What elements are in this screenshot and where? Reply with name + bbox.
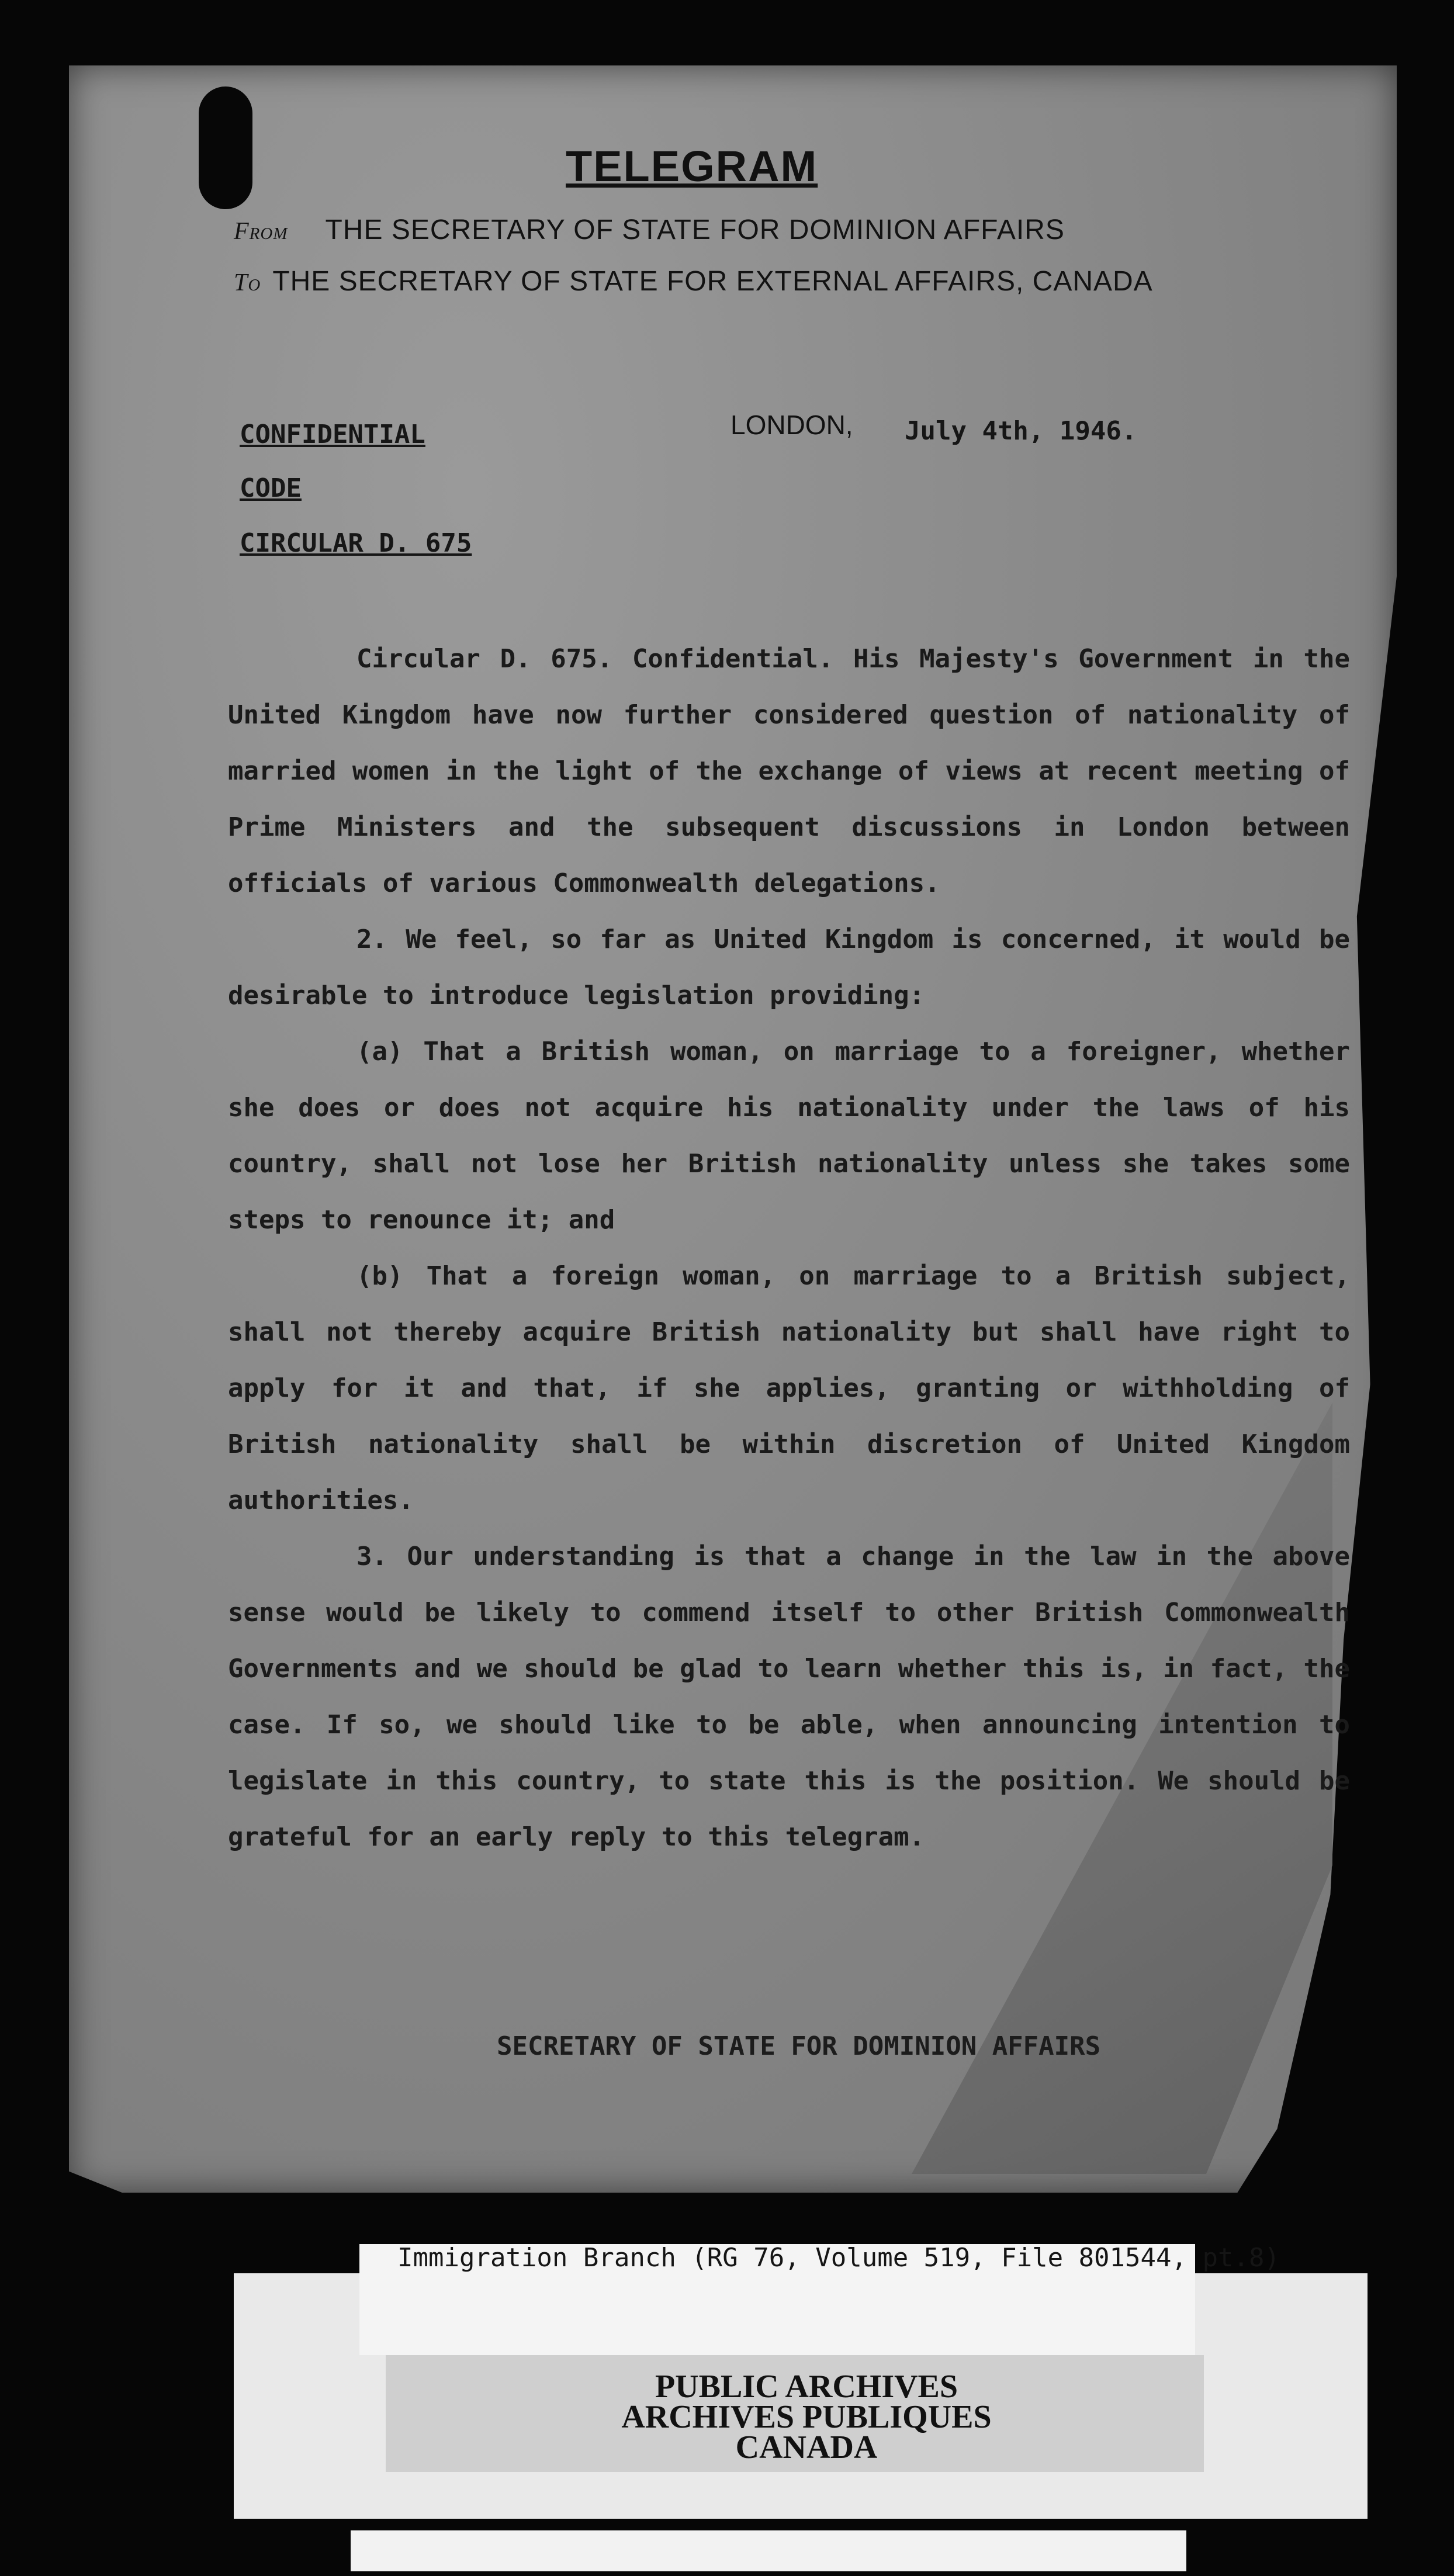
from-label: From xyxy=(234,218,288,245)
dispatch-place: LONDON, xyxy=(731,410,853,440)
to-value: THE SECRETARY OF STATE FOR EXTERNAL AFFAIRS, CANADA xyxy=(272,266,1153,297)
bottom-strip xyxy=(351,2530,1186,2571)
code-mark: CODE xyxy=(240,473,302,503)
paragraph-2b: (b) That a foreign woman, on marriage to a British subject, shall not thereby acquire British nationality but shall have right to apply for it and that, if she applies, granting or withholding of British nationality shall be within discretion of United Kingdom authorities. xyxy=(228,1261,1350,1515)
paragraph-2a: (a) That a British woman, on marriage to a foreigner, whether she does or does not acquire his nationality under the laws of his country, shall not lose her British nationality unless she takes some steps to renounce it; and xyxy=(228,1037,1350,1235)
archive-reference: Immigration Branch (RG 76, Volume 519, File 801544, pt.8) xyxy=(397,2243,1280,2273)
classification-mark: CONFIDENTIAL xyxy=(240,420,425,449)
paragraph-2: 2. We feel, so far as United Kingdom is concerned, it would be desirable to introduce legislation providing: xyxy=(228,925,1350,1010)
signature-line: SECRETARY OF STATE FOR DOMINION AFFAIRS xyxy=(497,2031,1101,2061)
stamp-line-3: CANADA xyxy=(735,2429,878,2466)
from-value: THE SECRETARY OF STATE FOR DOMINION AFFAIRS xyxy=(325,214,1065,245)
paragraph-1: Circular D. 675. Confidential. His Majesty's Government in the United Kingdom have now further considered question of nationality of married women in the light of the exchange of views at recent meeting of Prime Ministers and the subsequent discussions in London between officials of various Commonwealth delegations. xyxy=(228,644,1350,898)
punch-hole xyxy=(199,86,252,209)
from-line xyxy=(234,214,1065,246)
paragraph-3: 3. Our understanding is that a change in the law in the above sense would be likely to commend itself to other British Commonwealth Governments and we should be glad to learn whether this is, in fact, the case. If so, we should like to be able, when announcing intention to legislate in this country, to state this is the position. We should be grateful for an early reply to this telegram. xyxy=(228,1542,1350,1852)
stamp-line-1: PUBLIC ARCHIVES xyxy=(655,2369,958,2405)
telegram-title: TELEGRAM xyxy=(566,142,818,191)
dispatch-date: July 4th, 1946. xyxy=(905,416,1137,446)
to-label: To xyxy=(234,269,261,296)
stamp-line-2: ARCHIVES PUBLIQUES xyxy=(621,2399,992,2435)
to-line xyxy=(234,265,1153,297)
archives-stamp xyxy=(584,2369,1029,2466)
circular-number: CIRCULAR D. 675 xyxy=(240,528,472,558)
telegram-body xyxy=(228,631,1350,1865)
